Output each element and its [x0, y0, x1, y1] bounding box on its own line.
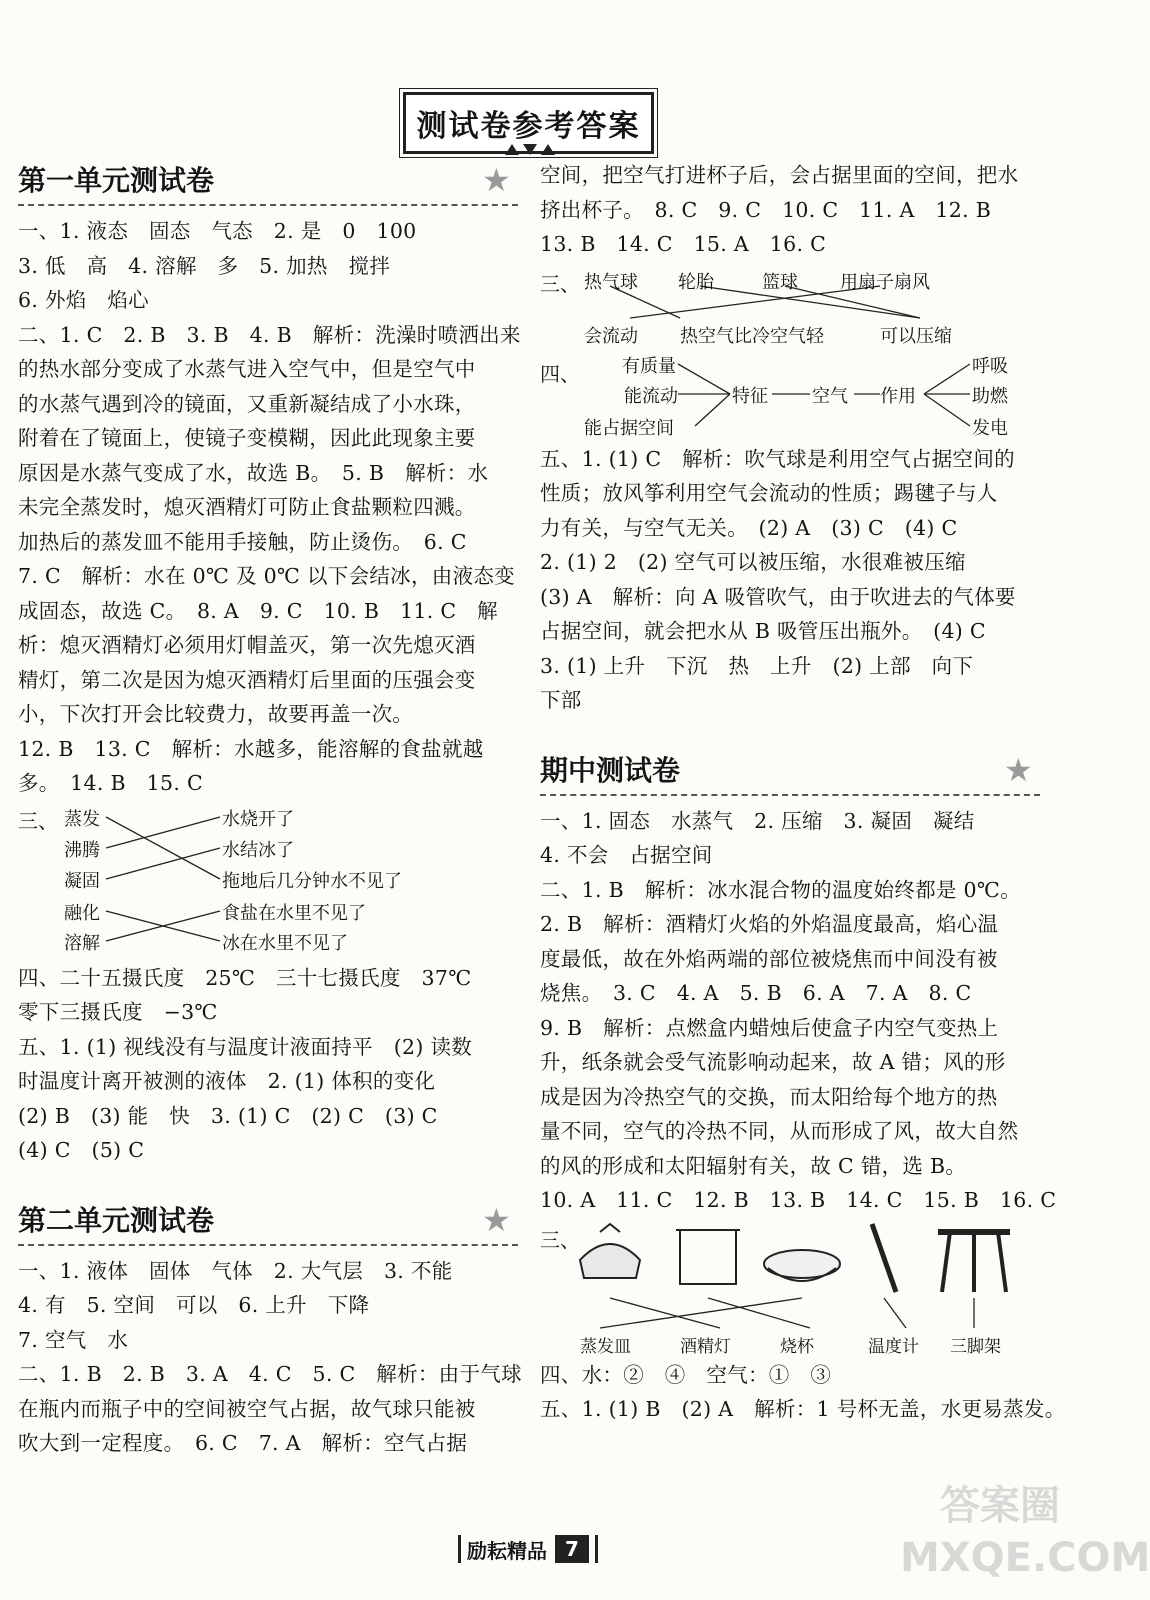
alcohol-lamp-icon [580, 1244, 640, 1278]
san-prefix: 三、 [540, 271, 580, 296]
match-right-label: 水结冰了 [222, 839, 294, 861]
answer-line: 烧焦。 3. C 4. A 5. B 6. A 7. A 8. C [540, 981, 972, 1005]
si-prefix: 四、 [540, 361, 580, 386]
footer-brand: 励耘精品 [467, 1538, 548, 1563]
unit1-answers-part2 [18, 961, 518, 1168]
page-number: 7 [555, 1535, 589, 1563]
answer-line: 五、1. (1) C 解析：吹气球是利用空气占据空间的 [540, 446, 1015, 471]
answer-line: 成固态，故选 C。 8. A 9. C 10. B 11. C 解 [18, 598, 498, 623]
right-column [540, 158, 1066, 1427]
answer-line: 7. C 解析：水在 0℃ 及 0℃ 以下会结冰，由液态变 [18, 564, 515, 588]
lab-tool-label: 蒸发皿 [580, 1336, 631, 1357]
watermark-line: 答案圈 [940, 1483, 1060, 1529]
unit2-heading: 第二单元测试卷 [18, 1203, 215, 1237]
match-prefix: 三、 [18, 808, 58, 833]
answer-line: 空间，把空气打进杯子后，会占据里面的空间，把水 [540, 163, 1019, 187]
left-column [18, 158, 522, 1461]
answer-line: 性质；放风筝利用空气会流动的性质；踢毽子与人 [540, 481, 998, 505]
answer-line: 12. B 13. C 解析：水越多，能溶解的食盐就越 [18, 736, 484, 761]
air-matching [540, 262, 1020, 346]
answer-line: 四、水：② ④ 空气：① ③ [540, 1362, 832, 1387]
unit2-answers-continued [540, 158, 1040, 262]
match-right-label: 食盐在水里不见了 [222, 902, 366, 924]
answer-line: 挤出杯子。 8. C 9. C 10. C 11. A 12. B [540, 197, 992, 222]
watermark [900, 1480, 1150, 1590]
answer-line: 量不同，空气的冷热不同，从而形成了风，故大自然 [540, 1119, 1019, 1143]
answer-line: 10. A 11. C 12. B 13. B 14. C 15. B 16. C [540, 1188, 1057, 1212]
match-left-label: 蒸发 [64, 808, 100, 830]
match-left-label: 融化 [64, 902, 100, 924]
answer-line: 小，下次打开会比较费力，故要再盖一次。 [18, 702, 414, 726]
answer-line: 零下三摄氏度 −3℃ [18, 1000, 218, 1024]
answer-line: 2. B 解析：酒精灯火焰的外焰温度最高，焰心温 [540, 912, 999, 936]
lab-tools-matching [540, 1218, 1020, 1358]
air-feature-label: 有质量 [622, 355, 676, 377]
answer-line: 的热水部分变成了水蒸气进入空气中，但是空气中 [18, 357, 476, 381]
air-center-label: 空气 [812, 385, 848, 407]
answer-line: 多。 14. B 15. C [18, 771, 203, 795]
match-right-label: 水烧开了 [222, 808, 294, 830]
answer-line: 4. 不会 占据空间 [540, 843, 713, 867]
air-role-label: 发电 [972, 417, 1008, 439]
air-feature-label: 能流动 [624, 385, 678, 407]
answer-line: 13. B 14. C 15. A 16. C [540, 232, 827, 256]
answer-line: (4) C (5) C [18, 1138, 145, 1162]
answer-line: 附着在了镜面上，使镜子变模糊，因此此现象主要 [18, 426, 476, 450]
air-center-label: 作用 [880, 385, 916, 407]
tools-prefix: 三、 [540, 1227, 580, 1252]
air-property-label: 热空气比冷空气轻 [680, 325, 824, 347]
star-icon: ★ [1004, 750, 1033, 789]
title-decoration [505, 144, 555, 158]
answer-line: 吹大到一定程度。 6. C 7. A 解析：空气占据 [18, 1431, 468, 1455]
answer-line: 四、二十五摄氏度 25℃ 三十七摄氏度 37℃ [18, 965, 472, 990]
air-role-label: 呼吸 [972, 355, 1008, 377]
unit1-heading: 第一单元测试卷 [18, 164, 215, 197]
air-center-label: 特征 [732, 385, 768, 407]
answer-line: 力有关，与空气无关。 (2) A (3) C (4) C [540, 515, 958, 540]
air-diagram [540, 346, 1020, 442]
answer-line: 二、1. B 解析：冰水混合物的温度始终都是 0℃。 [540, 877, 1021, 902]
answer-line: 的风的形成和太阳辐射有关，故 C 错，选 B。 [540, 1153, 967, 1178]
star-icon: ★ [482, 1200, 511, 1239]
answer-line: 的水蒸气遇到冷的镜面，又重新凝结成了小水珠， [18, 391, 476, 416]
answer-line: 未完全蒸发时，熄灭酒精灯可防止食盐颗粒四溅。 [18, 495, 476, 519]
answer-line: 原因是水蒸气变成了水，故选 B。 5. B 解析：水 [18, 460, 489, 485]
air-role-label: 助燃 [972, 385, 1008, 407]
page-footer [428, 1530, 628, 1568]
answer-line: 7. 空气 水 [18, 1327, 129, 1352]
section-heading-unit2 [18, 1198, 518, 1246]
air-use-label: 轮胎 [678, 271, 714, 293]
air-use-label: 热气球 [584, 271, 638, 293]
answer-line: 精灯，第二次是因为熄灭酒精灯后里面的压强会变 [18, 667, 476, 692]
page-title: 测试卷参考答案 [403, 92, 654, 154]
answer-line: 成是因为冷热空气的交换，而太阳给每个地方的热 [540, 1084, 998, 1109]
lab-tool-label: 温度计 [868, 1336, 919, 1357]
answer-line: 4. 有 5. 空间 可以 6. 上升 下降 [18, 1293, 370, 1317]
match-left-label: 沸腾 [64, 839, 100, 861]
answer-line: (3) A 解析：向 A 吸管吹气，由于吹进去的气体要 [540, 584, 1016, 609]
match-left-label: 凝固 [64, 870, 100, 892]
answer-line: 下部 [540, 688, 582, 712]
answer-line: 析：熄灭酒精灯必须用灯帽盖灭，第一次先熄灭酒 [18, 633, 476, 657]
answer-line: 在瓶内而瓶子中的空间被空气占据，故气球只能被 [18, 1396, 476, 1421]
air-property-label: 可以压缩 [880, 325, 952, 347]
air-feature-label: 能占据空间 [584, 417, 674, 439]
lab-tool-label: 烧杯 [780, 1336, 814, 1357]
answer-line: 2. (1) 2 (2) 空气可以被压缩，水很难被压缩 [540, 550, 966, 574]
answer-line: 一、1. 固态 水蒸气 2. 压缩 3. 凝固 凝结 [540, 808, 975, 833]
answer-line: 五、1. (1) 视线没有与温度计液面持平 (2) 读数 [18, 1034, 473, 1059]
air-use-label: 用扇子扇风 [840, 271, 930, 293]
answer-line: 二、1. C 2. B 3. B 4. B 解析：洗澡时喷洒出来 [18, 322, 521, 347]
answer-line: 占据空间，就会把水从 B 吸管压出瓶外。 (4) C [540, 619, 986, 643]
unit2-answers [18, 1254, 522, 1461]
answer-line: 一、1. 液体 固体 气体 2. 大气层 3. 不能 [18, 1258, 453, 1283]
answer-line: 五、1. (1) B (2) A 解析：1 号杯无盖，水更易蒸发。 [540, 1397, 1066, 1421]
lab-tool-label: 三脚架 [950, 1336, 1001, 1357]
answer-line: (2) B (3) 能 快 3. (1) C (2) C (3) C [18, 1103, 438, 1128]
lab-tool-label: 酒精灯 [680, 1336, 731, 1357]
unit2-answers-part5 [540, 442, 1040, 718]
match-left-label: 溶解 [64, 932, 100, 954]
answer-line: 二、1. B 2. B 3. A 4. C 5. C 解析：由于气球 [18, 1362, 522, 1386]
unit1-matching [18, 801, 458, 961]
answer-line: 9. B 解析：点燃盒内蜡烛后使盒子内空气变热上 [540, 1015, 999, 1040]
midterm-answers [540, 804, 1057, 1218]
answer-line: 6. 外焰 焰心 [18, 288, 149, 312]
air-use-label: 篮球 [762, 271, 798, 293]
answer-line: 加热后的蒸发皿不能用手接触，防止烫伤。 6. C [18, 529, 467, 554]
answer-line: 度最低，故在外焰两端的部位被烧焦而中间没有被 [540, 946, 998, 971]
midterm-answers-part4 [540, 1358, 1066, 1427]
match-right-label: 拖地后几分钟水不见了 [222, 870, 402, 892]
section-heading-midterm [540, 748, 1040, 796]
answer-line: 3. (1) 上升 下沉 热 上升 (2) 上部 向下 [540, 653, 974, 678]
unit1-answers [18, 214, 521, 801]
midterm-heading: 期中测试卷 [540, 753, 681, 787]
match-right-label: 冰在水里不见了 [222, 932, 348, 954]
star-icon: ★ [482, 161, 511, 199]
section-heading-unit1 [18, 158, 518, 206]
answer-line: 3. 低 高 4. 溶解 多 5. 加热 搅拌 [18, 253, 391, 278]
air-property-label: 会流动 [584, 325, 638, 347]
watermark-line: MXQE.COM [900, 1535, 1150, 1581]
answer-line: 升，纸条就会受气流影响动起来，故 A 错；风的形 [540, 1050, 1006, 1074]
answer-line: 一、1. 液态 固态 气态 2. 是 0 100 [18, 219, 417, 243]
answer-line: 时温度计离开被测的液体 2. (1) 体积的变化 [18, 1069, 436, 1093]
